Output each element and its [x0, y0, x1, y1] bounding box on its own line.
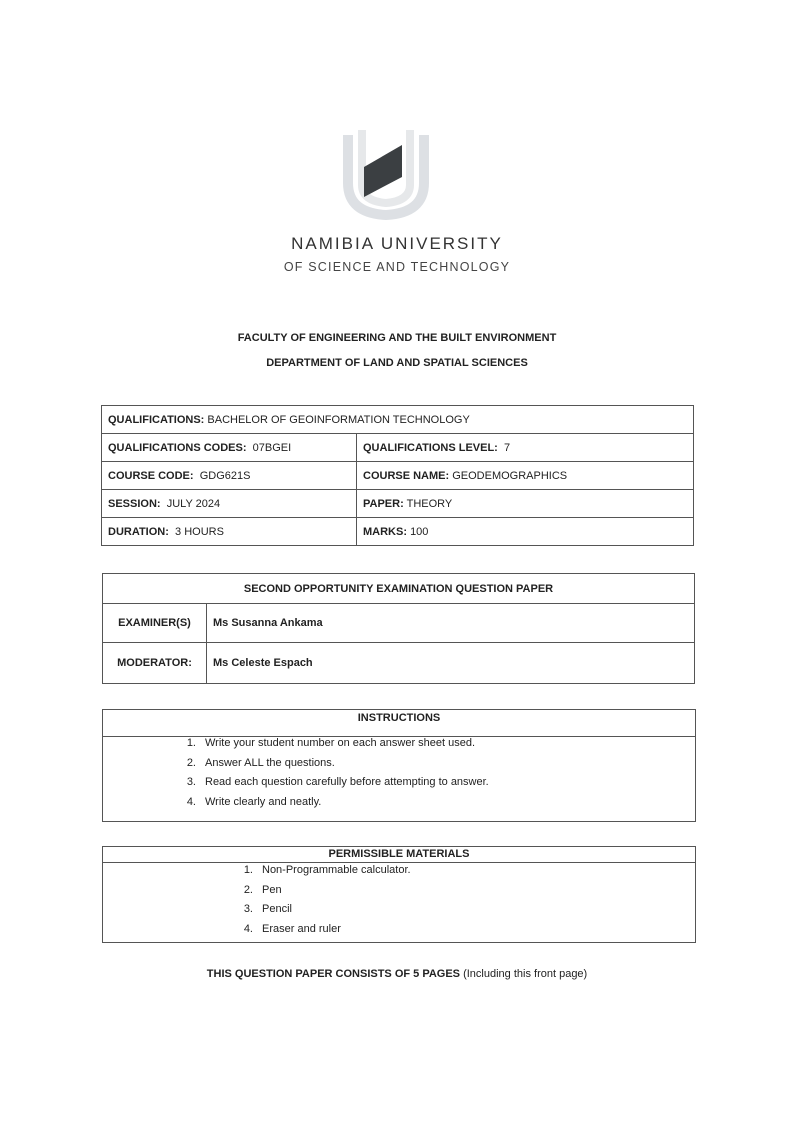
university-logo-icon — [340, 125, 432, 220]
level-value: 7 — [503, 441, 511, 454]
examiner-label: EXAMINER(S) — [103, 604, 207, 643]
paper-value: THEORY — [406, 497, 453, 510]
list-item — [233, 923, 411, 943]
item-text: Pen — [262, 883, 282, 896]
examiner-table — [102, 573, 695, 684]
label: PAPER: — [363, 497, 404, 510]
faculty-heading: FACULTY OF ENGINEERING AND THE BUILT ENVIRONMENT — [237, 332, 557, 344]
item-number: 4. — [186, 795, 196, 808]
list-item — [176, 776, 489, 796]
item-text: Pencil — [262, 903, 292, 915]
label: COURSE NAME: — [363, 469, 450, 482]
materials-list — [233, 864, 411, 942]
list-item — [176, 737, 489, 757]
list-item — [233, 884, 411, 904]
item-number: 1. — [243, 864, 253, 876]
item-number: 4. — [243, 922, 253, 935]
item-number: 1. — [186, 737, 196, 749]
university-subtitle: OF SCIENCE AND TECHNOLOGY — [283, 260, 511, 274]
item-text: Non-Programmable calculator. — [262, 864, 411, 876]
label: QUALIFICATIONS: — [108, 413, 205, 426]
label: QUALIFICATIONS LEVEL: — [363, 441, 498, 454]
item-number: 2. — [186, 756, 196, 769]
materials-title: PERMISSIBLE MATERIALS — [103, 847, 695, 863]
qualification-value: BACHELOR OF GEOINFORMATION TECHNOLOGY — [207, 413, 470, 426]
course-code-value: GDG621S — [199, 469, 251, 482]
label: DURATION: — [108, 525, 169, 538]
codes-value: 07BGEI — [252, 441, 292, 454]
course-info-table — [101, 405, 694, 546]
label: SESSION: — [108, 497, 161, 510]
exam-title: SECOND OPPORTUNITY EXAMINATION QUESTION PAPER — [103, 574, 695, 604]
item-text: Eraser and ruler — [262, 922, 341, 935]
item-text: Write your student number on each answer sheet used. — [205, 737, 476, 749]
label: QUALIFICATIONS CODES: — [108, 441, 247, 454]
item-text: Read each question carefully before attempting to answer. — [205, 776, 489, 788]
session-value: JULY 2024 — [166, 497, 221, 510]
label: MARKS: — [363, 525, 407, 538]
moderator-name: Ms Celeste Espach — [207, 643, 695, 684]
marks-value: 100 — [410, 525, 429, 538]
label: COURSE CODE: — [108, 469, 194, 482]
examiner-name: Ms Susanna Ankama — [207, 604, 695, 643]
item-text: Answer ALL the questions. — [205, 756, 335, 769]
course-name-value: GEODEMOGRAPHICS — [452, 469, 568, 482]
list-item — [233, 864, 411, 884]
item-number: 3. — [243, 903, 253, 915]
page-count-rest: (Including this front page) — [460, 968, 588, 980]
department-heading: DEPARTMENT OF LAND AND SPATIAL SCIENCES — [266, 357, 528, 369]
instructions-list — [176, 737, 489, 815]
item-number: 2. — [243, 883, 253, 896]
university-name: NAMIBIA UNIVERSITY — [291, 234, 503, 253]
item-number: 3. — [186, 776, 196, 788]
item-text: Write clearly and neatly. — [205, 795, 322, 808]
list-item — [176, 757, 489, 777]
page-count-note — [0, 968, 794, 980]
list-item — [176, 796, 489, 816]
page-count-bold: THIS QUESTION PAPER CONSISTS OF 5 PAGES — [206, 968, 461, 980]
list-item — [233, 903, 411, 923]
moderator-label: MODERATOR: — [103, 643, 207, 684]
duration-value: 3 HOURS — [175, 525, 224, 538]
instructions-title: INSTRUCTIONS — [103, 710, 695, 737]
